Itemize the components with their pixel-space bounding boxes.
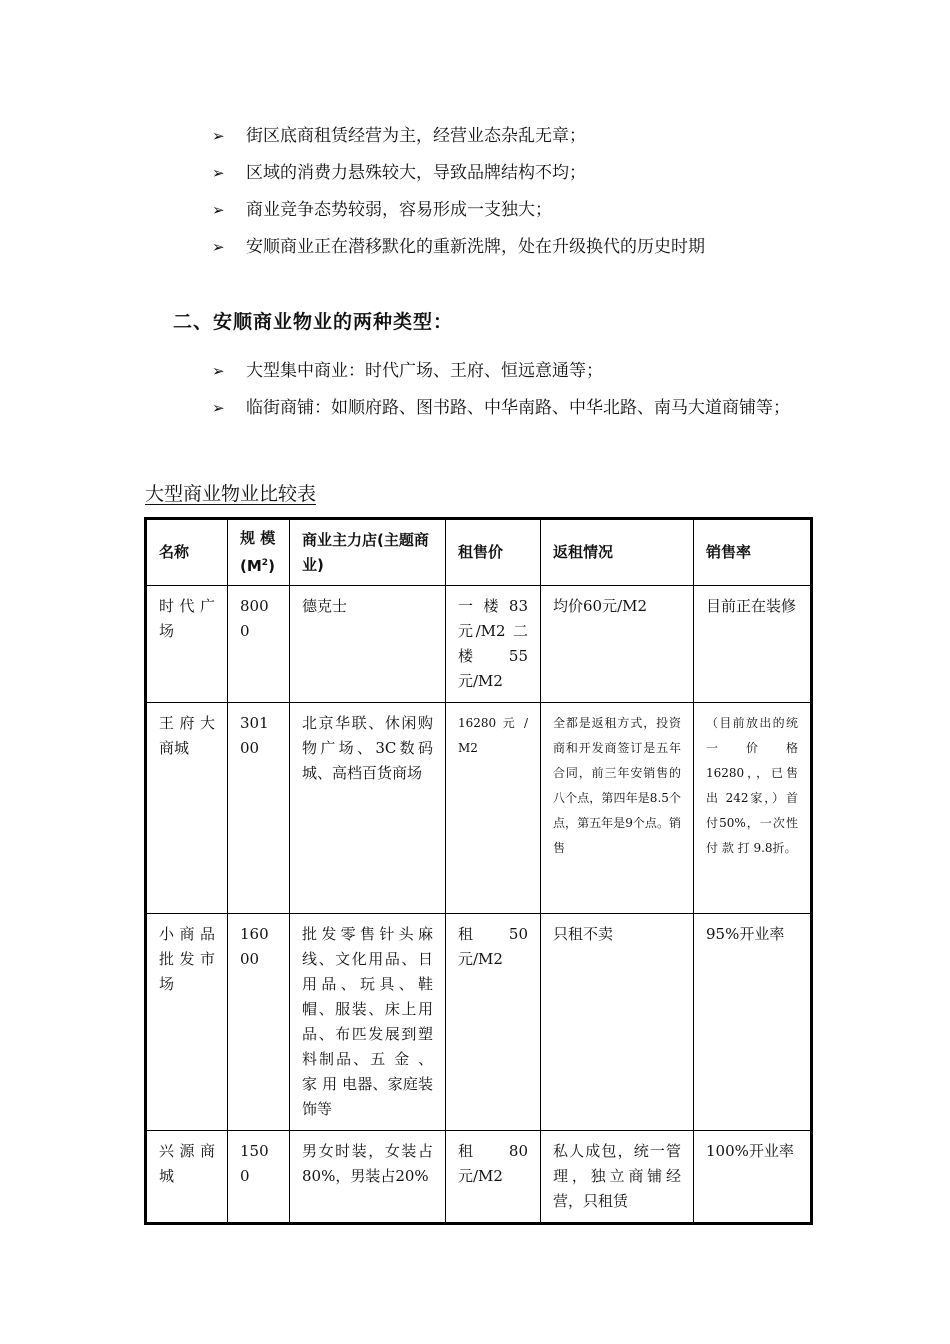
arrow-bullet-icon: ➢ <box>212 201 225 219</box>
cell-scale: 30100 <box>228 703 290 914</box>
table-row <box>146 914 812 1131</box>
arrow-bullet-icon: ➢ <box>212 164 225 182</box>
cell-name: 王府大商城 <box>146 703 228 914</box>
cell-scale: 1500 <box>228 1131 290 1224</box>
intro-bullet-list <box>212 118 812 266</box>
bullet-text: 大型集中商业：时代广场、王府、恒远意通等； <box>246 361 603 381</box>
cell-leaseback: 私人成包，统一管理，独立商铺经营，只租赁 <box>541 1131 694 1224</box>
types-bullet-list <box>212 353 812 427</box>
bullet-item <box>212 390 812 427</box>
bullet-item <box>212 118 812 155</box>
header-anchor-store: 商业主力店(主题商业) <box>290 519 446 586</box>
header-rent-price: 租售价 <box>446 519 541 586</box>
arrow-bullet-icon: ➢ <box>212 127 225 145</box>
cell-rent: 一 楼 83元/M2 二 楼 55元/M2 <box>446 586 541 703</box>
cell-sales: （目前放出的统 一 价 格16280，，已售 出 242家，）首付50%，一次性付 款 打 9.8折。 <box>694 703 812 914</box>
cell-scale: 8000 <box>228 586 290 703</box>
header-leaseback: 返租情况 <box>541 519 694 586</box>
header-name: 名称 <box>146 519 228 586</box>
bullet-text: 区域的消费力悬殊较大，导致品牌结构不均； <box>246 163 586 183</box>
bullet-text: 街区底商租赁经营为主，经营业态杂乱无章； <box>246 126 586 146</box>
cell-anchor: 男女时装，女装占80%，男装占20% <box>290 1131 446 1224</box>
cell-sales: 95%开业率 <box>694 914 812 1131</box>
cell-sales: 目前正在装修 <box>694 586 812 703</box>
cell-anchor: 德克士 <box>290 586 446 703</box>
cell-name: 兴源商城 <box>146 1131 228 1224</box>
table-row <box>146 1131 812 1224</box>
cell-anchor: 批发零售针头麻线、文化用品、日用品、玩具、鞋帽、服装、床上用品、布匹发展到塑料制品、五 金 、 家 用 电器、家庭装饰等 <box>290 914 446 1131</box>
section-heading: 二、安顺商业物业的两种类型： <box>173 311 454 333</box>
cell-anchor: 北京华联、休闲购物广场、3C数码城、高档百货商场 <box>290 703 446 914</box>
arrow-bullet-icon: ➢ <box>212 238 225 256</box>
cell-scale: 16000 <box>228 914 290 1131</box>
cell-name: 小商品批发市场 <box>146 914 228 1131</box>
bullet-text: 临街商铺：如顺府路、图书路、中华南路、中华北路、南马大道商铺等； <box>246 398 790 418</box>
cell-rent: 租 50元/M2 <box>446 914 541 1131</box>
cell-rent: 租 80元/M2 <box>446 1131 541 1224</box>
arrow-bullet-icon: ➢ <box>212 362 225 380</box>
arrow-bullet-icon: ➢ <box>212 399 225 417</box>
table-caption: 大型商业物业比较表 <box>145 483 317 505</box>
bullet-text: 商业竞争态势较弱，容易形成一支独大； <box>246 200 552 220</box>
cell-rent: 16280 元 / M2 <box>446 703 541 914</box>
table-header-row <box>146 519 812 586</box>
cell-leaseback: 均价60元/M2 <box>541 586 694 703</box>
table-row <box>146 703 812 914</box>
cell-sales: 100%开业率 <box>694 1131 812 1224</box>
bullet-item <box>212 353 812 390</box>
bullet-item <box>212 192 812 229</box>
bullet-item <box>212 229 812 266</box>
cell-leaseback: 全都是返租方式，投资商和开发商签订是五年合同，前三年安销售的八个点，第四年是8.5个点，第五年是9个点。销售 <box>541 703 694 914</box>
cell-leaseback: 只租不卖 <box>541 914 694 1131</box>
cell-name: 时代广场 <box>146 586 228 703</box>
header-sales-rate: 销售率 <box>694 519 812 586</box>
comparison-table <box>144 517 813 1225</box>
bullet-item <box>212 155 812 192</box>
table-row <box>146 586 812 703</box>
bullet-text: 安顺商业正在潜移默化的重新洗牌，处在升级换代的历史时期 <box>246 237 705 257</box>
header-scale: 规 模 $(M^2)$ <box>228 519 290 586</box>
